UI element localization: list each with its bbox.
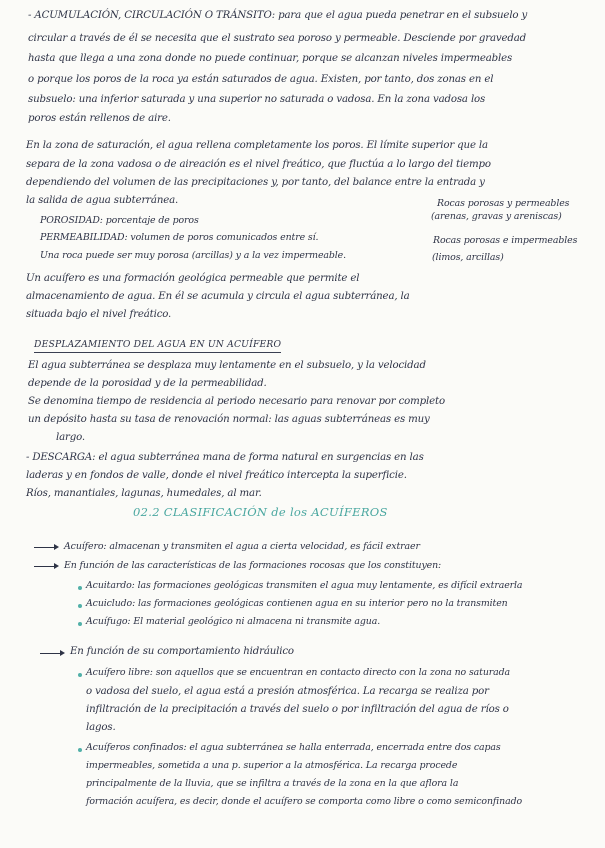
bullet-acuifero: Acuífero: almacenan y transmiten el agua a cierta velocidad, es fácil extraer — [64, 541, 420, 552]
heading-comportamiento-hidraulico: En función de su comportamiento hidráulico — [70, 646, 294, 657]
arrow-line — [34, 566, 56, 567]
text-line: almacenamiento de agua. En él se acumula y circula el agua subterránea, la — [26, 291, 410, 302]
text-line: situada bajo el nivel freático. — [26, 309, 172, 320]
text-line: En la zona de saturación, el agua rellena completamente los poros. El límite superior que la — [26, 140, 488, 151]
text-line: subsuelo: una inferior saturada y una superior no saturada o vadosa. En la zona vadosa los — [28, 94, 486, 105]
text-line: laderas y en fondos de valle, donde el nivel freático intercepta la superficie. — [26, 470, 407, 481]
definition-permeabilidad: PERMEABILIDAD: volumen de poros comunicados entre sí. — [40, 232, 319, 243]
text-line: formación acuífera, es decir, donde el acuífero se comporta como libre o como semiconfinado — [86, 796, 523, 807]
bullet-dot-icon — [78, 586, 82, 590]
text-line: o vadosa del suelo, el agua está a presión atmosférica. La recarga se realiza por — [86, 686, 489, 697]
text-line: separa de la zona vadosa o de aireación es el nivel freático, que fluctúa a lo largo del tiempo — [26, 159, 491, 170]
text-line: principalmente de la lluvia, que se infiltra a través de la zona en la que aflora la — [86, 778, 459, 789]
bullet-dot-icon — [78, 673, 82, 677]
arrow-right-icon — [54, 563, 59, 569]
text-line: hasta que llega a una zona donde no puede continuar, porque se alcanzan niveles impermeables — [28, 53, 513, 64]
text-line: dependiendo del volumen de las precipitaciones y, por tanto, del balance entre la entrada y — [26, 177, 485, 188]
text-line: infiltración de la precipitación a través del suelo o por infiltración del agua de ríos o — [86, 704, 509, 715]
text-line: poros están rellenos de aire. — [28, 113, 171, 124]
text-line: un depósito hasta su tasa de renovación normal: las aguas subterráneas es muy — [28, 414, 430, 425]
text-line: Un acuífero es una formación geológica permeable que permite el — [26, 273, 360, 284]
text-line: Se denomina tiempo de residencia al periodo necesario para renovar por completo — [28, 396, 445, 407]
text-line: Acuíferos confinados: el agua subterránea se halla enterrada, encerrada entre dos capas — [86, 742, 501, 753]
text-line: largo. — [56, 432, 86, 443]
bullet-dot-icon — [78, 748, 82, 752]
text-line: Acuífero libre: son aquellos que se encuentran en contacto directo con la zona no saturada — [86, 667, 511, 678]
text-line: la salida de agua subterránea. — [26, 195, 179, 206]
bullet-acuifugo: Acuífugo: El material geológico ni almacena ni transmite agua. — [86, 616, 381, 627]
text-line: - DESCARGA: el agua subterránea mana de forma natural en surgencias en las — [26, 452, 424, 463]
text-line: o porque los poros de la roca ya están saturados de agua. Existen, por tanto, dos zonas en el — [28, 74, 494, 85]
section-title-clasificacion: 02.2 CLASIFICACIÓN de los ACUÍFEROS — [133, 505, 388, 519]
side-note-impermeable-examples: (limos, arcillas) — [432, 252, 504, 263]
bullet-funcion-caracteristicas: En función de las características de las formaciones rocosas que los constituyen: — [64, 560, 442, 571]
bullet-acuitardo: Acuitardo: las formaciones geológicas transmiten el agua muy lentamente, es difícil extraerla — [86, 580, 523, 591]
section-heading-desplazamiento: DESPLAZAMIENTO DEL AGUA EN UN ACUÍFERO — [34, 339, 281, 353]
side-note-impermeable: Rocas porosas e impermeables — [433, 235, 578, 246]
text-line: Ríos, manantiales, lagunas, humedales, al mar. — [26, 488, 262, 499]
arrow-line — [40, 653, 62, 654]
bullet-dot-icon — [78, 622, 82, 626]
arrow-line — [34, 547, 56, 548]
bullet-dot-icon — [78, 604, 82, 608]
side-note-permeable-examples: (arenas, gravas y areniscas) — [431, 211, 562, 222]
arrow-right-icon — [54, 544, 59, 550]
text-line: - ACUMULACIÓN, CIRCULACIÓN O TRÁNSITO: para que el agua pueda penetrar en el subsuelo y — [28, 10, 528, 21]
text-line: depende de la porosidad y de la permeabilidad. — [28, 378, 267, 389]
side-note-permeable: Rocas porosas y permeables — [437, 198, 570, 209]
text-line: circular a través de él se necesita que el sustrato sea poroso y permeable. Desciende por gravedad — [28, 33, 527, 44]
bullet-acuicludo: Acuicludo: las formaciones geológicas contienen agua en su interior pero no la transmiten — [86, 598, 508, 609]
text-line: lagos. — [86, 722, 116, 733]
definition-roca: Una roca puede ser muy porosa (arcillas) y a la vez impermeable. — [40, 250, 347, 261]
definition-porosidad: POROSIDAD: porcentaje de poros — [40, 215, 199, 226]
arrow-right-icon — [60, 650, 65, 656]
text-line: impermeables, sometida a una p. superior a la atmosférica. La recarga procede — [86, 760, 458, 771]
text-line: El agua subterránea se desplaza muy lentamente en el subsuelo, y la velocidad — [28, 360, 426, 371]
